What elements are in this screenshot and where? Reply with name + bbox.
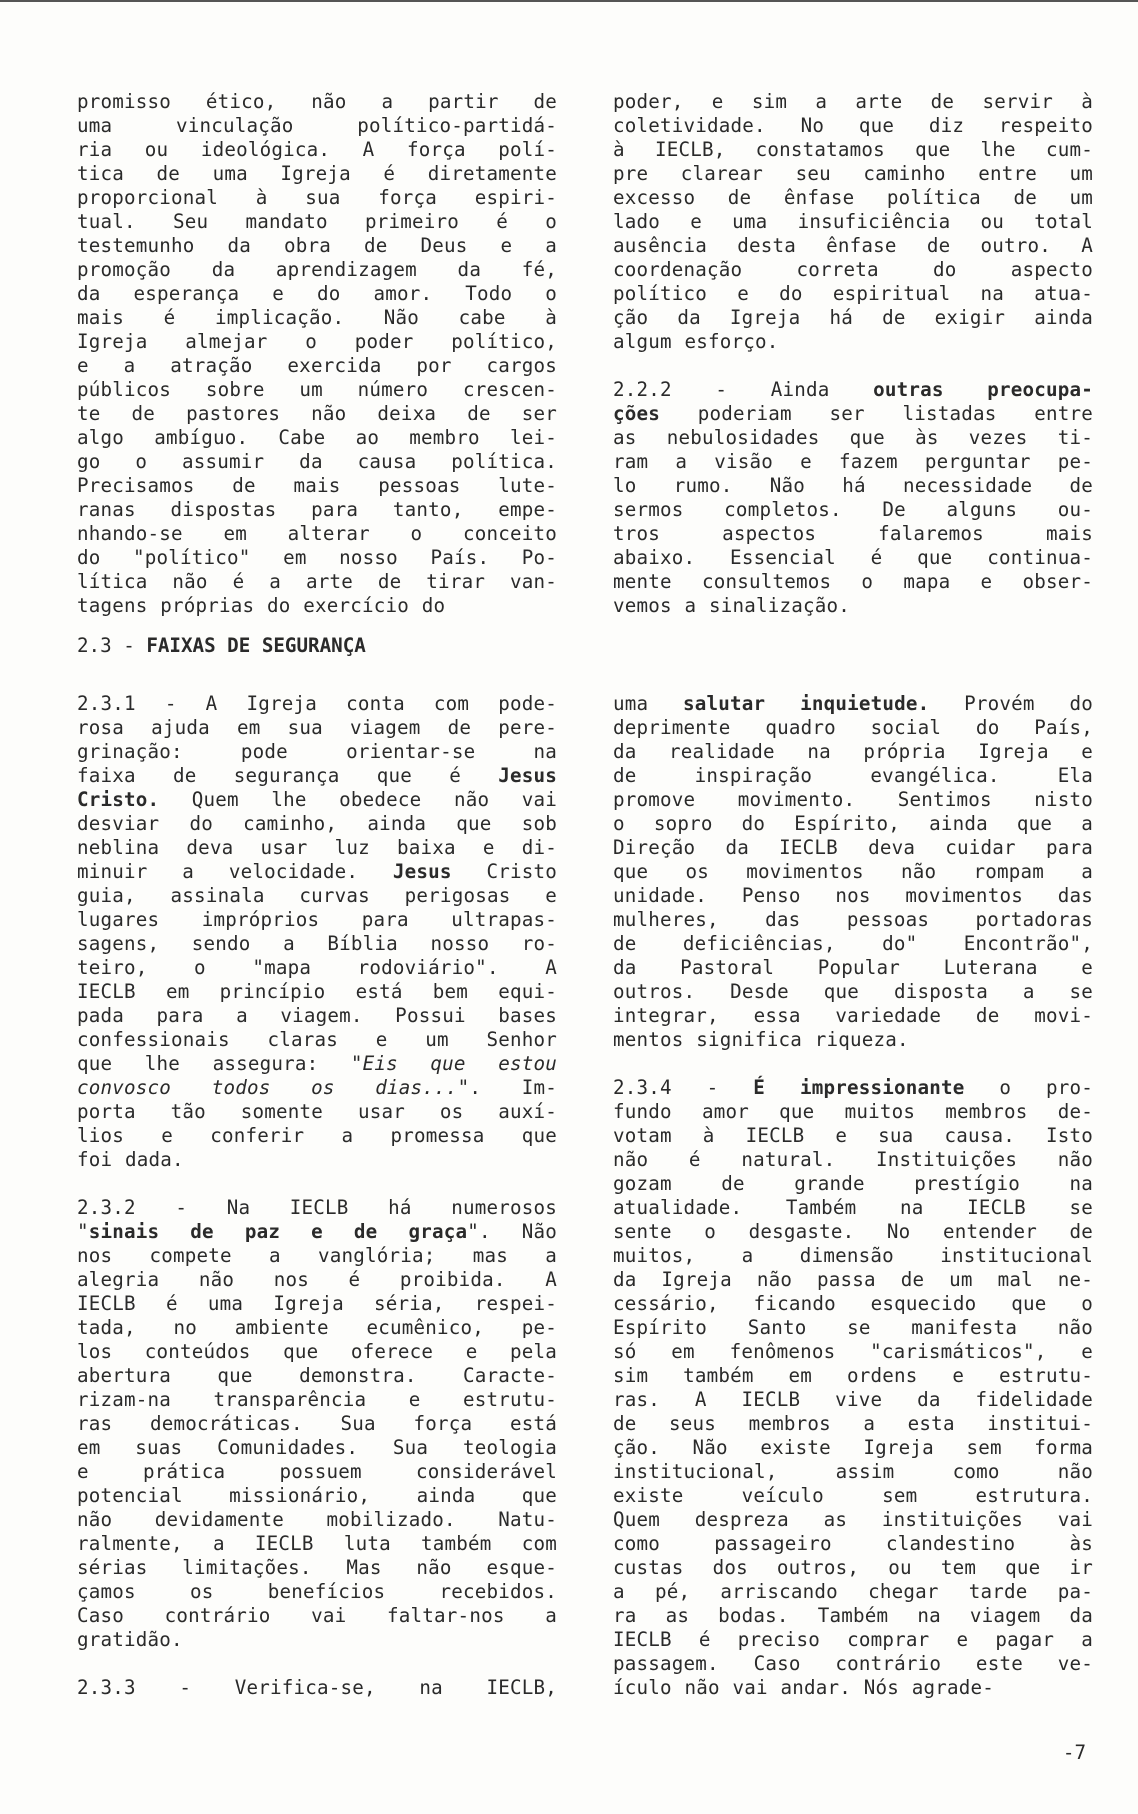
text-line: tica de uma Igreja é diretamente xyxy=(77,162,557,185)
text-line: 2.3.3 - Verifica-se, na IECLB, xyxy=(77,1676,557,1699)
text-line: IECLB é uma Igreja séria, respei- xyxy=(77,1292,557,1315)
text-line: da Pastoral Popular Luterana e xyxy=(613,956,1093,979)
text-line: mente consultemos o mapa e obser- xyxy=(613,570,1093,593)
text-line: 2.3.1 - A Igreja conta com pode- xyxy=(77,692,557,715)
text-line: Precisamos de mais pessoas lute- xyxy=(77,474,557,497)
paragraph-top-right-1 xyxy=(613,90,1093,354)
text-line: promove movimento. Sentimos nisto xyxy=(613,788,1093,811)
text-line: como passageiro clandestino às xyxy=(613,1532,1093,1555)
text-line: de deficiências, do" Encontrão", xyxy=(613,932,1093,955)
column-top-left xyxy=(77,90,557,618)
text-line: lado e uma insuficiência ou total xyxy=(613,210,1093,233)
text-line: ras. A IECLB vive da fidelidade xyxy=(613,1388,1093,1411)
text-line: fundo amor que muitos membros de- xyxy=(613,1100,1093,1123)
text-line: porta tão somente usar os auxí- xyxy=(77,1100,557,1123)
text-line: da esperança e do amor. Todo o xyxy=(77,282,557,305)
text-line: "sinais de paz e de graça". Não xyxy=(77,1220,557,1243)
text-line: deprimente quadro social do País, xyxy=(613,716,1093,739)
text-line: cessário, ficando esquecido que o xyxy=(613,1292,1093,1315)
text-line: mentos significa riqueza. xyxy=(613,1028,909,1051)
text-line: sagens, sendo a Bíblia nosso ro- xyxy=(77,932,557,955)
text-line: algo ambíguo. Cabe ao membro lei- xyxy=(77,426,557,449)
text-line: faixa de segurança que é Jesus xyxy=(77,764,557,787)
text-line: ção da Igreja há de exigir ainda xyxy=(613,306,1093,329)
text-line: coordenação correta do aspecto xyxy=(613,258,1093,281)
text-line: não devidamente mobilizado. Natu- xyxy=(77,1508,557,1531)
column-top-right xyxy=(613,90,1093,618)
paragraph-2-3-2 xyxy=(77,1196,557,1652)
text-line: çamos os benefícios recebidos. xyxy=(77,1580,557,1603)
text-line: IECLB é preciso comprar e pagar a xyxy=(613,1628,1093,1651)
text-line: lios e conferir a promessa que xyxy=(77,1124,557,1147)
text-line: guia, assinala curvas perigosas e xyxy=(77,884,557,907)
column-bottom-right xyxy=(613,692,1093,1700)
text-line: gratidão. xyxy=(77,1628,183,1651)
text-line: que os movimentos não rompam a xyxy=(613,860,1093,883)
text-line: ículo não vai andar. Nós agrade- xyxy=(613,1676,995,1699)
text-line: de seus membros a esta institui- xyxy=(613,1412,1093,1435)
text-line: rizam-na transparência e estrutu- xyxy=(77,1388,557,1411)
text-line: vemos a sinalização. xyxy=(613,594,851,617)
text-line: 2.3.2 - Na IECLB há numerosos xyxy=(77,1196,557,1219)
text-line: ções poderiam ser listadas entre xyxy=(613,402,1093,425)
text-line: Cristo. Quem lhe obedece não vai xyxy=(77,788,557,811)
text-line: custas dos outros, ou tem que ir xyxy=(613,1556,1093,1579)
text-line: Quem despreza as instituições vai xyxy=(613,1508,1093,1531)
text-line: lo rumo. Não há necessidade de xyxy=(613,474,1093,497)
text-line: públicos sobre um número crescen- xyxy=(77,378,557,401)
text-line: potencial missionário, ainda que xyxy=(77,1484,557,1507)
text-line: não é natural. Instituições não xyxy=(613,1148,1093,1171)
text-line: só em fenômenos "carismáticos", e xyxy=(613,1340,1093,1363)
section-heading-number: 2.3 - xyxy=(77,634,147,657)
text-line: grinação: pode orientar-se na xyxy=(77,740,557,763)
text-line: teiro, o "mapa rodoviário". A xyxy=(77,956,557,979)
text-line: mais é implicação. Não cabe à xyxy=(77,306,557,329)
text-line: e a atração exercida por cargos xyxy=(77,354,557,377)
text-line: Igreja almejar o poder político, xyxy=(77,330,557,353)
paragraph-continued xyxy=(613,692,1093,1052)
paragraph-number: 2.2.2 - Ainda xyxy=(613,378,874,401)
text-line: poder, e sim a arte de servir à xyxy=(613,90,1093,113)
text-line: unidade. Penso nos movimentos das xyxy=(613,884,1093,907)
text-line: convosco todos os dias...". Im- xyxy=(77,1076,557,1099)
text-line: abaixo. Essencial é que continua- xyxy=(613,546,1093,569)
text-line: muitos, a dimensão institucional xyxy=(613,1244,1093,1267)
text-line: da realidade na própria Igreja e xyxy=(613,740,1093,763)
text-line: te de pastores não deixa de ser xyxy=(77,402,557,425)
text-line: minuir a velocidade. Jesus Cristo xyxy=(77,860,557,883)
paragraph-2-2-2 xyxy=(613,378,1093,618)
paragraph-top-left xyxy=(77,90,557,618)
text-line: ras democráticas. Sua força está xyxy=(77,1412,557,1435)
text-line: abertura que demonstra. Caracte- xyxy=(77,1364,557,1387)
text-line: algum esforço. xyxy=(613,330,779,353)
text-line: rosa ajuda em sua viagem de pere- xyxy=(77,716,557,739)
text-line: Caso contrário vai faltar-nos a xyxy=(77,1604,557,1627)
text-line: gozam de grande prestígio na xyxy=(613,1172,1093,1195)
text-line: institucional, assim como não xyxy=(613,1460,1093,1483)
text-line: uma vinculação político-partidá- xyxy=(77,114,557,137)
text-line: existe veículo sem estrutura. xyxy=(613,1484,1093,1507)
text-line: Espírito Santo se manifesta não xyxy=(613,1316,1093,1339)
text-line: pada para a viagem. Possui bases xyxy=(77,1004,557,1027)
text-line: promisso ético, não a partir de xyxy=(77,90,557,113)
text-line: go o assumir da causa política. xyxy=(77,450,557,473)
text-line: do "político" em nosso País. Po- xyxy=(77,546,557,569)
text-line: tagens próprias do exercício do xyxy=(77,594,446,617)
text-line: as nebulosidades que às vezes ti- xyxy=(613,426,1093,449)
section-heading-title: FAIXAS DE SEGURANÇA xyxy=(146,634,366,657)
text-line: confessionais claras e um Senhor xyxy=(77,1028,557,1051)
paragraph-2-3-1 xyxy=(77,692,557,1172)
text-line xyxy=(613,378,1093,402)
page-number: -7 xyxy=(1062,1741,1086,1764)
text-line: de inspiração evangélica. Ela xyxy=(613,764,1093,787)
text-line: passagem. Caso contrário este ve- xyxy=(613,1652,1093,1675)
text-line: los conteúdos que oferece e pela xyxy=(77,1340,557,1363)
text-line: e prática possuem considerável xyxy=(77,1460,557,1483)
text-line: político e do espiritual na atua- xyxy=(613,282,1093,305)
text-line: IECLB em princípio está bem equi- xyxy=(77,980,557,1003)
text-line: nos compete a vanglória; mas a xyxy=(77,1244,557,1267)
text-line: sim também em ordens e estrutu- xyxy=(613,1364,1093,1387)
text-line: ram a visão e fazem perguntar pe- xyxy=(613,450,1093,473)
text-line: ranas dispostas para tanto, empe- xyxy=(77,498,557,521)
text-line: ria ou ideológica. A força polí- xyxy=(77,138,557,161)
text-line: excesso de ênfase política de um xyxy=(613,186,1093,209)
text-line: lugares impróprios para ultrapas- xyxy=(77,908,557,931)
text-line: ção. Não existe Igreja sem forma xyxy=(613,1436,1093,1459)
text-line: Direção da IECLB deva cuidar para xyxy=(613,836,1093,859)
text-line: testemunho da obra de Deus e a xyxy=(77,234,557,257)
text-line: que lhe assegura: "Eis que estou xyxy=(77,1052,557,1075)
text-line: sérias limitações. Mas não esque- xyxy=(77,1556,557,1579)
paragraph-2-3-3 xyxy=(77,1676,557,1700)
text-line: alegria não nos é proibida. A xyxy=(77,1268,557,1291)
text-line: uma salutar inquietude. Provém do xyxy=(613,692,1093,715)
text-line: atualidade. Também na IECLB se xyxy=(613,1196,1093,1219)
text-line: a pé, arriscando chegar tarde pa- xyxy=(613,1580,1093,1603)
text-line: pre clarear seu caminho entre um xyxy=(613,162,1093,185)
text-line: integrar, essa variedade de movi- xyxy=(613,1004,1093,1027)
text-line: nhando-se em alterar o conceito xyxy=(77,522,557,545)
text-line: à IECLB, constatamos que lhe cum- xyxy=(613,138,1093,161)
text-line: lítica não é a arte de tirar van- xyxy=(77,570,557,593)
text-line: 2.3.4 - É impressionante o pro- xyxy=(613,1076,1094,1099)
text-line: tada, no ambiente ecumênico, pe- xyxy=(77,1316,557,1339)
text-line: votam à IECLB e sua causa. Isto xyxy=(613,1124,1093,1147)
text-line: da Igreja não passa de um mal ne- xyxy=(613,1268,1093,1291)
text-line: foi dada. xyxy=(77,1148,184,1171)
text-line: ra as bodas. Também na viagem da xyxy=(613,1604,1093,1627)
paragraph-2-3-4 xyxy=(613,1076,1093,1700)
emphasis-text: outras preocupa- xyxy=(873,378,1093,401)
text-line: neblina deva usar luz baixa e di- xyxy=(77,836,557,859)
text-line: sermos completos. De alguns ou- xyxy=(613,498,1093,521)
text-line: ausência desta ênfase de outro. A xyxy=(613,234,1093,257)
text-line: o sopro do Espírito, ainda que a xyxy=(613,812,1093,835)
text-line: coletividade. No que diz respeito xyxy=(613,114,1093,137)
text-line: em suas Comunidades. Sua teologia xyxy=(77,1436,557,1459)
text-line: outros. Desde que disposta a se xyxy=(613,980,1093,1003)
text-line: mulheres, das pessoas portadoras xyxy=(613,908,1093,931)
text-line: sente o desgaste. No entender de xyxy=(613,1220,1093,1243)
text-line: desviar do caminho, ainda que sob xyxy=(77,812,557,835)
section-heading xyxy=(77,634,366,658)
text-line: tual. Seu mandato primeiro é o xyxy=(77,210,557,233)
text-line: tros aspectos falaremos mais xyxy=(613,522,1093,545)
text-line: promoção da aprendizagem da fé, xyxy=(77,258,557,281)
text-line: proporcional à sua força espiri- xyxy=(77,186,557,209)
text-line: ralmente, a IECLB luta também com xyxy=(77,1532,557,1555)
column-bottom-left xyxy=(77,692,557,1700)
top-rule xyxy=(0,0,1138,2)
